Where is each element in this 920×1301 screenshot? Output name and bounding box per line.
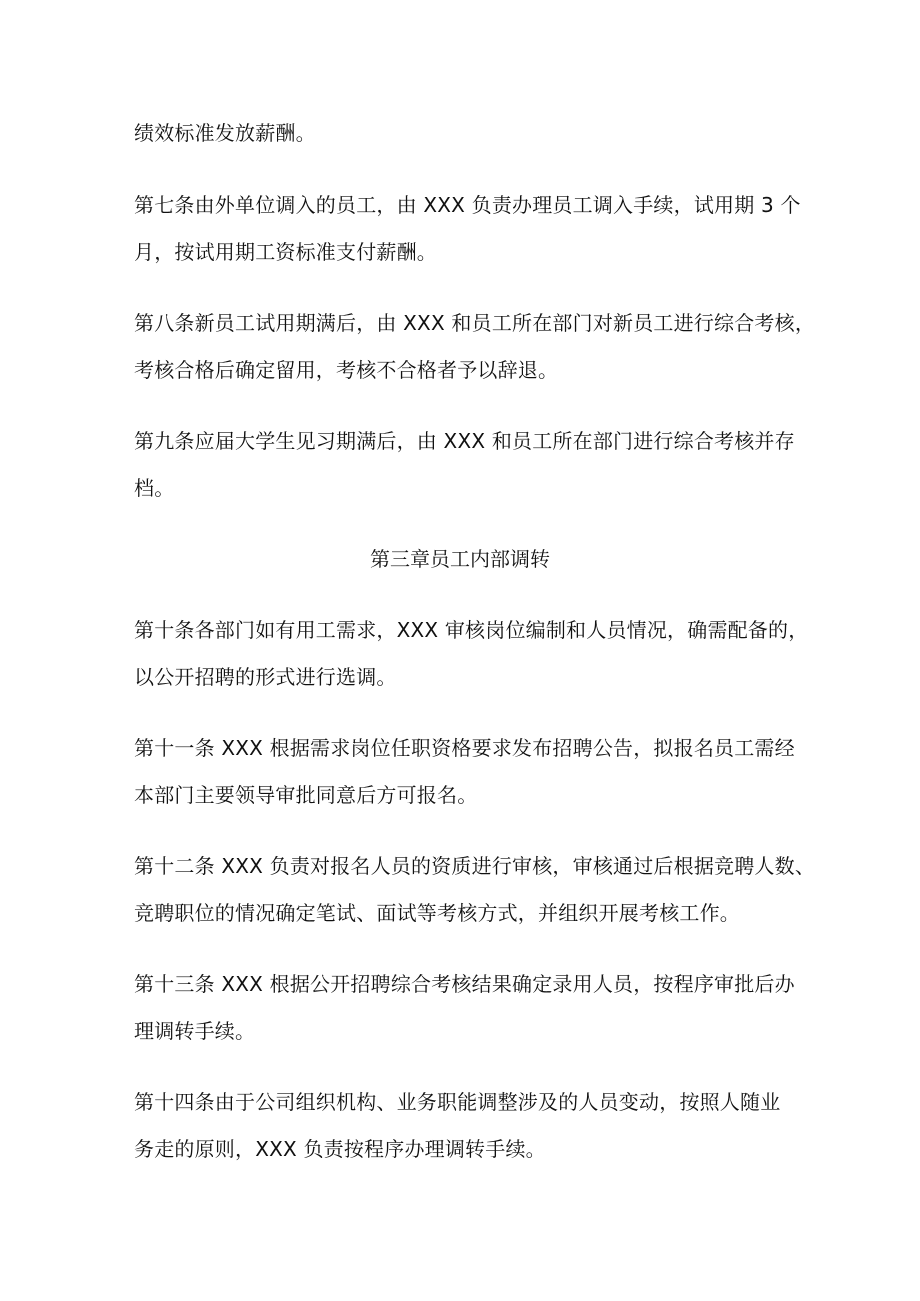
article-14-line-1: 第十四条由于公司组织机构、业务职能调整涉及的人员变动，按照人随业 bbox=[134, 1090, 781, 1114]
article-9-line-1: 第九条应届大学生见习期满后，由 XXX 和员工所在部门进行综合考核并存 bbox=[134, 429, 795, 453]
article-10-line-2: 以公开招聘的形式进行选调。 bbox=[134, 665, 397, 689]
article-12-line-2: 竞聘职位的情况确定笔试、面试等考核方式，并组织开展考核工作。 bbox=[134, 901, 740, 925]
article-14-line-2: 务走的原则，XXX 负责按程序办理调转手续。 bbox=[134, 1137, 546, 1161]
article-11-line-2: 本部门主要领导审批同意后方可报名。 bbox=[134, 783, 478, 807]
chapter-heading: 第三章员工内部调转 bbox=[370, 547, 550, 571]
article-9-line-2: 档。 bbox=[134, 476, 175, 500]
article-8-line-2: 考核合格后确定留用，考核不合格者予以辞退。 bbox=[134, 358, 559, 382]
article-7-line-2: 月，按试用期工资标准支付薪酬。 bbox=[134, 240, 437, 264]
article-11-line-1: 第十一条 XXX 根据需求岗位任职资格要求发布招聘公告，拟报名员工需经 bbox=[134, 736, 795, 760]
article-7-line-1: 第七条由外单位调入的员工，由 XXX 负责办理员工调入手续，试用期 3 个 bbox=[134, 193, 801, 217]
article-10-line-1: 第十条各部门如有用工需求，XXX 审核岗位编制和人员情况，确需配备的， bbox=[134, 618, 809, 642]
article-13-line-2: 理调转手续。 bbox=[134, 1019, 256, 1043]
article-8-line-1: 第八条新员工试用期满后，由 XXX 和员工所在部门对新员工进行综合考核， bbox=[134, 311, 816, 335]
article-12-line-1: 第十二条 XXX 负责对报名人员的资质进行审核，审核通过后根据竞聘人数、 bbox=[134, 854, 816, 878]
paragraph-line: 绩效标准发放薪酬。 bbox=[134, 121, 316, 145]
article-13-line-1: 第十三条 XXX 根据公开招聘综合考核结果确定录用人员，按程序审批后办 bbox=[134, 972, 795, 996]
